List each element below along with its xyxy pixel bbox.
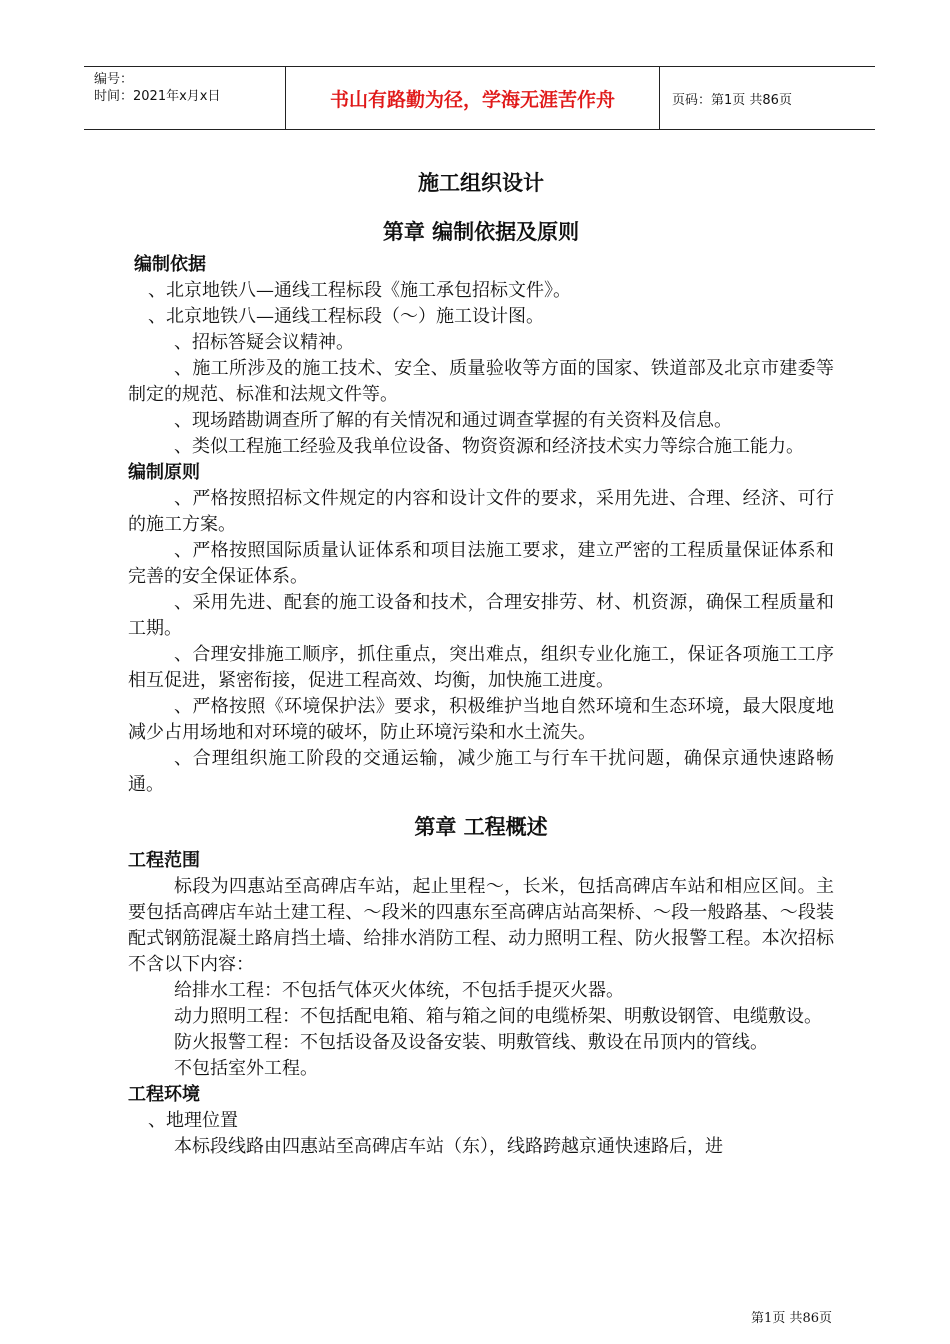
header-motto: 书山有路勤为径，学海无涯苦作舟 [286,67,660,129]
list-item: 、严格按照国际质量认证体系和项目法施工要求，建立严密的工程质量保证体系和完善的安全保证体系。 [128,540,834,587]
subsection-location: 、地理位置 [148,1110,238,1131]
document-title: 施工组织设计 [418,171,544,195]
chapter-2-title: 第章 工程概述 [414,815,548,839]
list-item: 、北京地铁八—通线工程标段（～）施工设计图。 [148,306,544,327]
list-item: 动力照明工程：不包括配电箱、箱与箱之间的电缆桥架、明敷设钢管、电缆敷设。 [174,1006,822,1027]
list-item: 防火报警工程：不包括设备及设备安装、明敷管线、敷设在吊顶内的管线。 [174,1032,768,1053]
list-item: 、施工所涉及的施工技术、安全、质量验收等方面的国家、铁道部及北京市建委等制定的规范、标准和法规文件等。 [128,358,834,405]
list-item: 标段为四惠站至高碑店车站，起止里程～，长米，包括高碑店车站和相应区间。主要包括高碑店车站土建工程、～段米的四惠东至高碑店站高架桥、～段一般路基、～段装配式钢筋混凝土路肩挡土墙、给排水消防工程、动力照明工程、防火报警工程。本次招标不含以下内容： [128,876,834,975]
document-body [128,160,834,1160]
page-header [84,66,875,130]
paragraph: 本标段线路由四惠站至高碑店车站（东），线路跨越京通快速路后，进 [174,1136,723,1157]
list-item: 、北京地铁八—通线工程标段《施工承包招标文件》。 [148,280,571,301]
header-meta [84,67,286,129]
list-item: 、招标答疑会议精神。 [174,332,354,353]
chapter-1-title: 第章 编制依据及原则 [382,220,580,244]
time-label: 时间：2021年x月x日 [94,89,221,104]
section-environment-title: 工程环境 [128,1084,200,1105]
number-label: 编号： [94,72,134,87]
list-item: 、现场踏勘调查所了解的有关情况和通过调查掌握的有关资料及信息。 [174,410,732,431]
section-basis-title: 编制依据 [134,254,206,275]
list-item: 、采用先进、配套的施工设备和技术，合理安排劳、材、机资源，确保工程质量和工期。 [128,592,834,639]
list-item: 、严格按照《环境保护法》要求，积极维护当地自然环境和生态环境，最大限度地减少占用场地和对环境的破坏，防止环境污染和水土流失。 [128,696,834,743]
list-item: 、合理组织施工阶段的交通运输，减少施工与行车干扰问题，确保京通快速路畅通。 [128,748,834,795]
list-item: 不包括室外工程。 [174,1058,318,1079]
page-footer: 第1页 共86页 [751,1311,832,1326]
header-page-label: 页码：第1页 共86页 [672,92,792,108]
list-item: 、严格按照招标文件规定的内容和设计文件的要求，采用先进、合理、经济、可行的施工方案。 [128,488,834,535]
list-item: 、合理安排施工顺序，抓住重点，突出难点，组织专业化施工，保证各项施工工序相互促进，紧密衔接，促进工程高效、均衡，加快施工进度。 [128,644,834,691]
section-principle-title: 编制原则 [128,462,200,483]
section-scope-title: 工程范围 [128,850,200,871]
list-item: 、类似工程施工经验及我单位设备、物资资源和经济技术实力等综合施工能力。 [174,436,804,457]
list-item: 给排水工程：不包括气体灭火体统，不包括手提灭火器。 [174,980,624,1001]
